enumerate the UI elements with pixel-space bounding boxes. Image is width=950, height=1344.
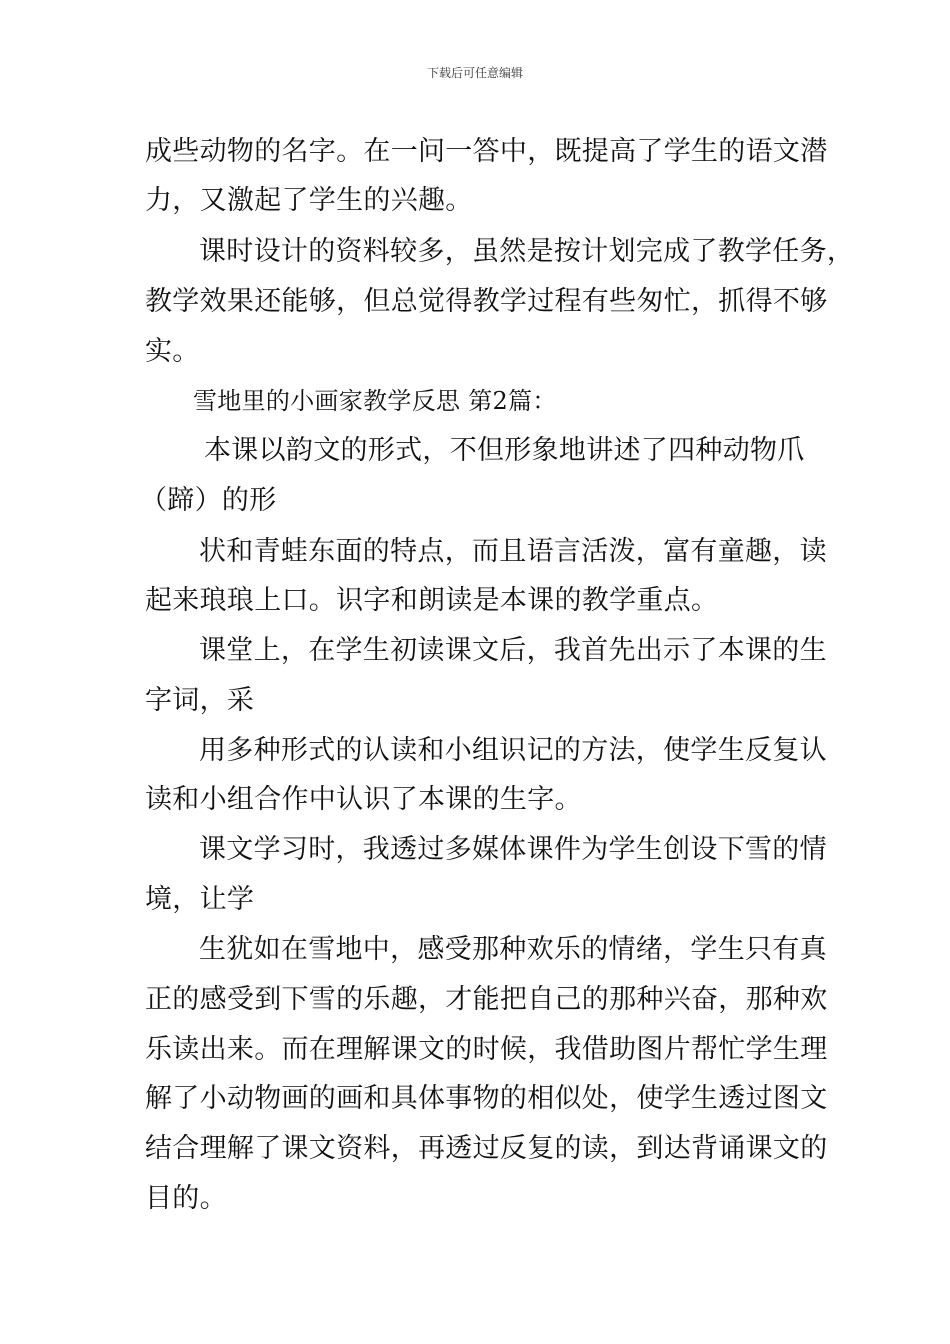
text-line: 力，又激起了学生的兴趣。 xyxy=(145,185,473,216)
text-line: 用多种形式的认读和小组识记的方法，使学生反复认 xyxy=(199,735,827,766)
text-line: 目的。 xyxy=(145,1183,227,1214)
text-line: 正的感受到下雪的乐趣，才能把自己的那种兴奋，那种欢 xyxy=(145,984,828,1015)
text-line: 读和小组合作中认识了本课的生字。 xyxy=(145,784,582,815)
section-heading: 雪地里的小画家教学反思 第2篇： xyxy=(193,387,557,415)
text-line: 乐读出来。而在理解课文的时候，我借助图片帮忙学生理 xyxy=(145,1034,828,1065)
text-line: 实。 xyxy=(145,336,200,367)
text-line: 教学效果还能够，但总觉得教学过程有些匆忙，抓得不够 xyxy=(145,286,828,317)
text-line: 状和青蛙东面的特点，而且语言活泼，富有童趣，读 xyxy=(199,536,827,567)
text-line: 课堂上，在学生初读课文后，我首先出示了本课的生 xyxy=(199,635,827,666)
text-line: 解了小动物画的画和具体事物的相似处，使学生透过图文 xyxy=(145,1083,828,1114)
text-line: （蹄）的形 xyxy=(140,485,277,516)
text-line: 境，让学 xyxy=(145,884,255,915)
page-header: 下载后可任意编辑 xyxy=(426,66,523,80)
text-line: 成些动物的名字。在一问一答中，既提高了学生的语文潜 xyxy=(145,136,828,167)
text-line: 课时设计的资料较多，虽然是按计划完成了教学任务， xyxy=(199,236,855,267)
text-line: 课文学习时，我透过多媒体课件为学生创设下雪的情 xyxy=(199,834,827,865)
text-line: 本课以韵文的形式，不但形象地讲述了四种动物爪 xyxy=(204,435,805,466)
text-line: 生犹如在雪地中，感受那种欢乐的情绪，学生只有真 xyxy=(199,934,827,965)
text-line: 起来琅琅上口。识字和朗读是本课的教学重点。 xyxy=(145,585,719,616)
text-line: 字词，采 xyxy=(145,685,255,716)
text-line: 结合理解了课文资料，再透过反复的读，到达背诵课文的 xyxy=(145,1133,828,1164)
